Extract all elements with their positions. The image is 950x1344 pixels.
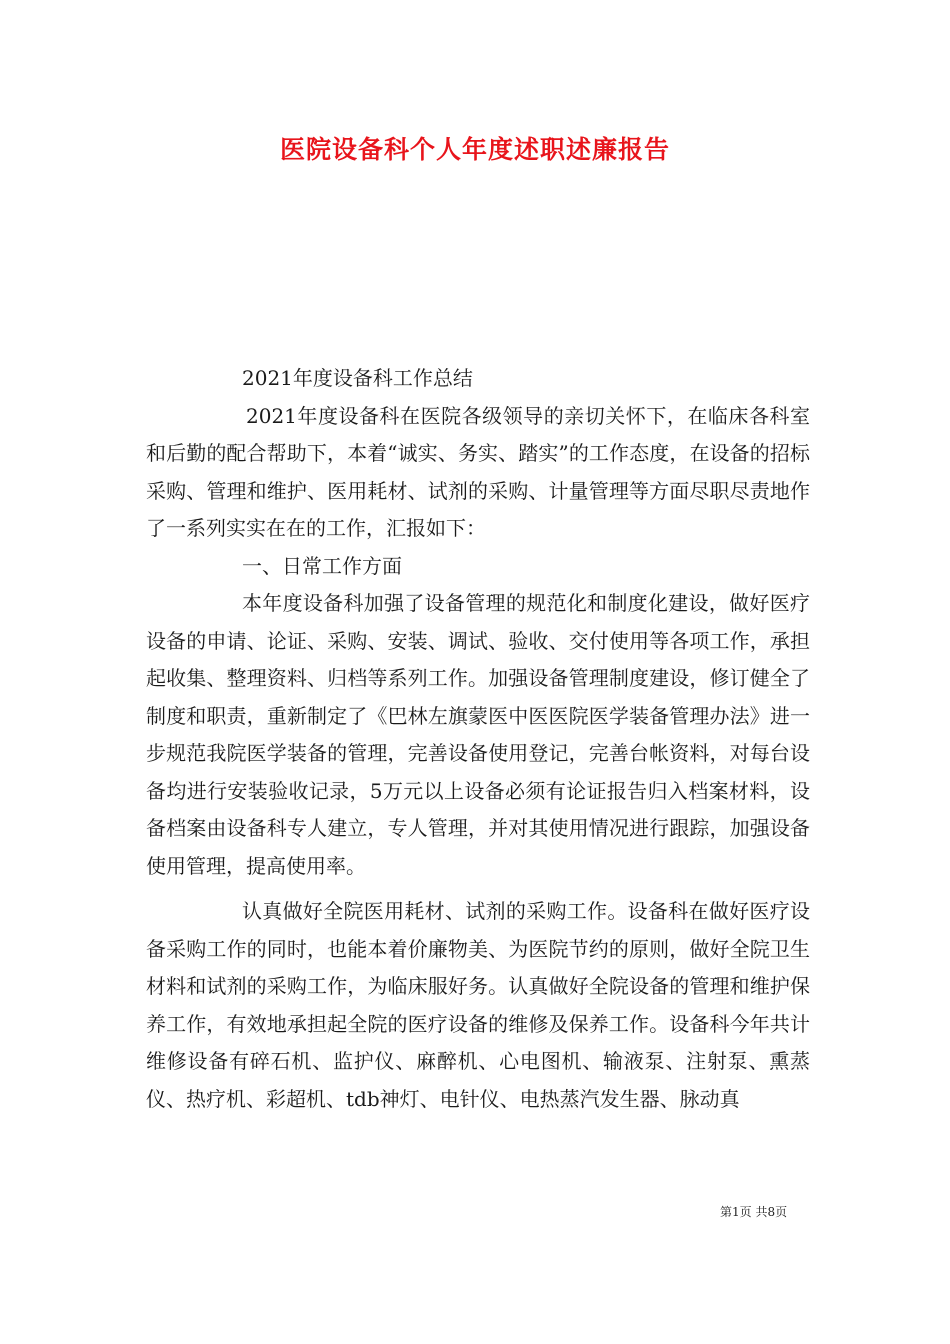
document-title: 医院设备科个人年度述职述廉报告 [279,135,670,164]
section-heading-daily-work: 一、日常工作方面 [242,553,402,578]
paragraph-procurement-maintenance: 认真做好全院医用耗材、试剂的采购工作。设备科在做好医疗设备采购工作的同时，也能本着价廉物美、为医院节约的原则，做好全院卫生材料和试剂的采购工作，为临床服好务。认真做好全院设备的管理和维护保养工作，有效地承担起全院的医疗设备的维修及保养工作。设备科今年共计维修设备有碎石机、监护仪、麻醉机、心电图机、输液泵、注射泵、熏蒸仪、热疗机、彩超机、tdb神灯、电针仪、电热蒸汽发生器、脉动真 [146,899,810,1111]
page-number-footer: 第1页 共8页 [720,1205,788,1219]
document-body [146,360,810,1118]
paragraph-equipment-management: 本年度设备科加强了设备管理的规范化和制度化建设，做好医疗设备的申请、论证、采购、安装、调试、验收、交付使用等各项工作，承担起收集、整理资料、归档等系列工作。加强设备管理制度建设，修订健全了制度和职责，重新制定了《巴林左旗蒙医中医医院医学装备管理办法》进一步规范我院医学装备的管理，完善设备使用登记，完善台帐资料，对每台设备均进行安装验收记录，5万元以上设备必须有论证报告归入档案材料，设备档案由设备科专人建立，专人管理，并对其使用情况进行跟踪，加强设备使用管理，提高使用率。 [146,591,810,878]
paragraph-intro: 2021年度设备科在医院各级领导的亲切关怀下，在临床各科室和后勤的配合帮助下，本着“诚实、务实、踏实”的工作态度，在设备的招标采购、管理和维护、医用耗材、试剂的采购、计量管理等方面尽职尽责地作了一系列实实在在的工作，汇报如下： [146,403,810,540]
section-heading-summary: 2021年度设备科工作总结 [242,366,473,390]
